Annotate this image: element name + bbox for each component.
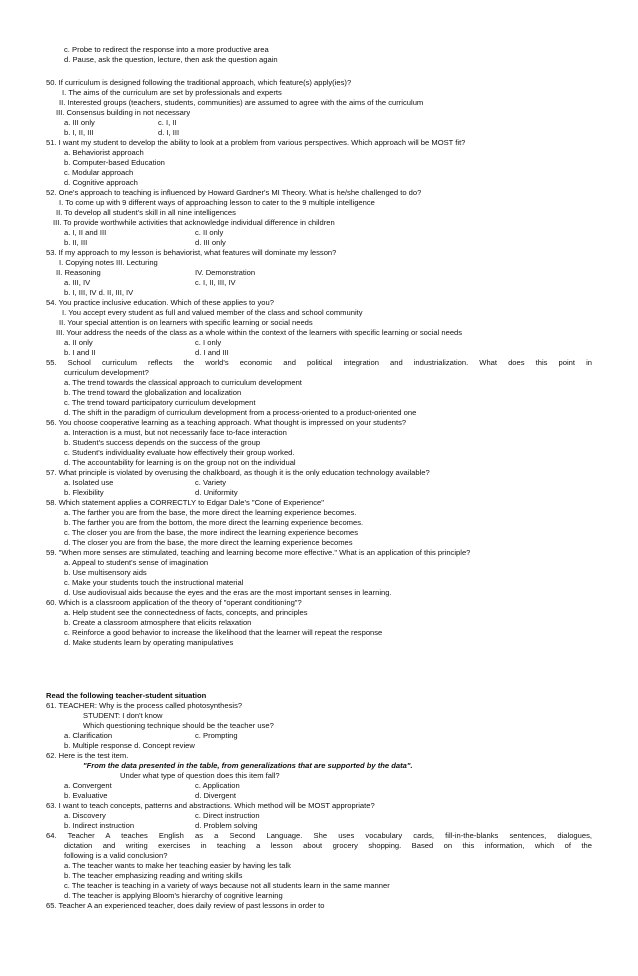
text-line: b. Create a classroom atmosphere that elicits relaxation <box>64 618 252 627</box>
text-line: I. The aims of the curriculum are set by professionals and experts <box>62 88 282 97</box>
text-line: c. The trend toward participatory curriculum development <box>64 398 256 407</box>
text-line: c. Make your students touch the instructional material <box>64 578 244 587</box>
text-line: a. Behaviorist approach <box>64 148 144 157</box>
text-line: a. Help student see the connectedness of facts, concepts, and principles <box>64 608 308 617</box>
text-line: a. Discovery <box>64 811 106 820</box>
answer-choice: c. Direct instruction <box>195 811 260 820</box>
text-line: 58. Which statement applies a CORRECTLY to Edgar Dale's "Cone of Experience" <box>46 498 324 507</box>
text-line: c. The closer you are from the base, the more indirect the learning experience becomes <box>64 528 359 537</box>
text-line: a. III only <box>64 118 95 127</box>
text-line: b. The trend toward the globalization and localization <box>64 388 242 397</box>
text-line: following is a valid conclusion? <box>64 851 168 860</box>
answer-choice: c. II only <box>195 228 224 237</box>
text-line: "From the data presented in the table, from generalizations that are supported by the data". <box>83 761 413 770</box>
answer-choice: c. Variety <box>195 478 227 487</box>
text-line: d. Cognitive approach <box>64 178 138 187</box>
text-line: a. Isolated use <box>64 478 114 487</box>
text-line: II. Your special attention is on learners with specific learning or social needs <box>59 318 313 327</box>
answer-choice: d. III only <box>195 238 226 247</box>
text-line: curriculum development? <box>64 368 149 377</box>
text-line: d. The shift in the paradigm of curriculum development from a process-oriented to a product-oriented one <box>64 408 417 417</box>
text-line: 51. I want my student to develop the ability to look at a problem from various perspectives. Which approach will be MOST fit? <box>46 138 466 147</box>
text-line: Under what type of question does this item fall? <box>120 771 280 780</box>
text-line: c. The teacher is teaching in a variety of ways because not all students learn in the same manner <box>64 881 390 890</box>
answer-choice: d. Uniformity <box>195 488 238 497</box>
answer-choice: c. I, II <box>158 118 177 127</box>
text-line: Which questioning technique should be the teacher use? <box>83 721 274 730</box>
text-line: 61. TEACHER: Why is the process called photosynthesis? <box>46 701 243 710</box>
text-line: 50. If curriculum is designed following the traditional approach, which feature(s) apply(ies)? <box>46 78 352 87</box>
text-line: b. Student's success depends on the success of the group <box>64 438 261 447</box>
text-line: dictation and writing exercises in teaching a lesson about grocery shopping. Based on this information, which of the <box>64 841 592 850</box>
text-line: a. The trend towards the classical approach to curriculum development <box>64 378 302 387</box>
text-line: a. The farther you are from the base, the more direct the learning experience becomes. <box>64 508 357 517</box>
text-line: a. Clarification <box>64 731 113 740</box>
text-line: d. The accountability for learning is on the group not on the individual <box>64 458 296 467</box>
text-line: 56. You choose cooperative learning as a teaching approach. What thought is impressed on your students? <box>46 418 407 427</box>
text-line: 65. Teacher A an experienced teacher, does daily review of past lessons in order to <box>46 901 325 910</box>
text-line: a. I, II and III <box>64 228 107 237</box>
text-line: I. Copying notes III. Lecturing <box>59 258 158 267</box>
text-line: d. The closer you are from the base, the more direct the learning experience becomes <box>64 538 353 547</box>
answer-choice: d. Problem solving <box>195 821 258 830</box>
text-line: b. I and II <box>64 348 96 357</box>
text-line: a. Appeal to student's sense of imagination <box>64 558 209 567</box>
answer-choice: c. Prompting <box>195 731 238 740</box>
text-line: b. Indirect instruction <box>64 821 135 830</box>
text-line: II. Interested groups (teachers, students, communities) are assumed to agree with the aims of the curriculum <box>59 98 424 107</box>
text-line: III. Consensus building in not necessary <box>56 108 191 117</box>
text-line: b. Flexibility <box>64 488 104 497</box>
text-line: a. Interaction is a must, but not necessarily face to-face interaction <box>64 428 287 437</box>
text-line: d. Pause, ask the question, lecture, then ask the question again <box>64 55 278 64</box>
text-line: III. To provide worthwhile activities that acknowledge individual difference in children <box>53 218 335 227</box>
text-line: 59. "When more senses are stimulated, teaching and learning become more effective." What is an application of this principle? <box>46 548 471 557</box>
text-line: 57. What principle is violated by overusing the chalkboard, as though it is the only education technology available? <box>46 468 430 477</box>
text-line: b. Evaluative <box>64 791 108 800</box>
answer-choice: c. Application <box>195 781 240 790</box>
text-line: c. Reinforce a good behavior to increase the likelihood that the learner will repeat the response <box>64 628 383 637</box>
text-line: b. The teacher emphasizing reading and writing skills <box>64 871 243 880</box>
text-line: I. To come up with 9 different ways of approaching lesson to cater to the 9 multiple intelligence <box>59 198 375 207</box>
text-line: II. Reasoning <box>56 268 101 277</box>
answer-choice: d. I and III <box>195 348 229 357</box>
text-line: c. Modular approach <box>64 168 134 177</box>
text-line: 54. You practice inclusive education. Which of these applies to you? <box>46 298 274 307</box>
text-line: a. Convergent <box>64 781 112 790</box>
text-line: STUDENT: I don't know <box>83 711 163 720</box>
text-line: b. I, II, III <box>64 128 94 137</box>
answer-choice: IV. Demonstration <box>195 268 256 277</box>
answer-choice: c. I only <box>195 338 222 347</box>
text-line: a. The teacher wants to make her teaching easier by having les talk <box>64 861 291 870</box>
text-line: I. You accept every student as full and valued member of the class and school community <box>62 308 363 317</box>
text-line: 53. If my approach to my lesson is behaviorist, what features will dominate my lesson? <box>46 248 337 257</box>
text-line: Read the following teacher-student situation <box>46 691 207 700</box>
text-line: II. To develop all student's skill in all nine intelligences <box>56 208 236 217</box>
text-line: 60. Which is a classroom application of the theory of "operant conditioning"? <box>46 598 302 607</box>
text-line: III. Your address the needs of the class as a whole within the context of the learners with specific learning or social needs <box>56 328 463 337</box>
text-line: b. Multiple response d. Concept review <box>64 741 195 750</box>
text-line: b. Computer-based Education <box>64 158 165 167</box>
text-line: c. Probe to redirect the response into a more productive area <box>64 45 269 54</box>
text-line: b. I, III, IV d. II, III, IV <box>64 288 134 297</box>
text-line: d. Make students learn by operating manipulatives <box>64 638 234 647</box>
text-line: d. Use audiovisual aids because the eyes and the eras are the most important senses in learning. <box>64 588 392 597</box>
text-line: 64. Teacher A teaches English as a Second Language. She uses vocabulary cards, fill-in-the-blanks sentences, dialogues, <box>46 831 592 840</box>
text-line: 62. Here is the test item. <box>46 751 129 760</box>
text-line: d. The teacher is applying Bloom's hierarchy of cognitive learning <box>64 891 283 900</box>
text-line: 55. School curriculum reflects the world's economic and political integration and industrialization. What does this point in <box>46 358 592 367</box>
text-line: b. The farther you are from the bottom, the more direct the learning experience becomes. <box>64 518 364 527</box>
text-line: 52. One's approach to teaching is influenced by Howard Gardner's MI Theory. What is he/she challenged to do? <box>46 188 422 197</box>
answer-choice: c. I, II, III, IV <box>195 278 236 287</box>
text-line: b. Use multisensory aids <box>64 568 147 577</box>
answer-choice: d. Divergent <box>195 791 236 800</box>
text-line: b. II, III <box>64 238 88 247</box>
answer-choice: d. I, III <box>158 128 180 137</box>
text-line: 63. I want to teach concepts, patterns and abstractions. Which method will be MOST appropriate? <box>46 801 375 810</box>
text-line: a. II only <box>64 338 93 347</box>
text-line: a. III, IV <box>64 278 91 287</box>
text-line: c. Student's individuality evaluate how effectively their group worked. <box>64 448 295 457</box>
